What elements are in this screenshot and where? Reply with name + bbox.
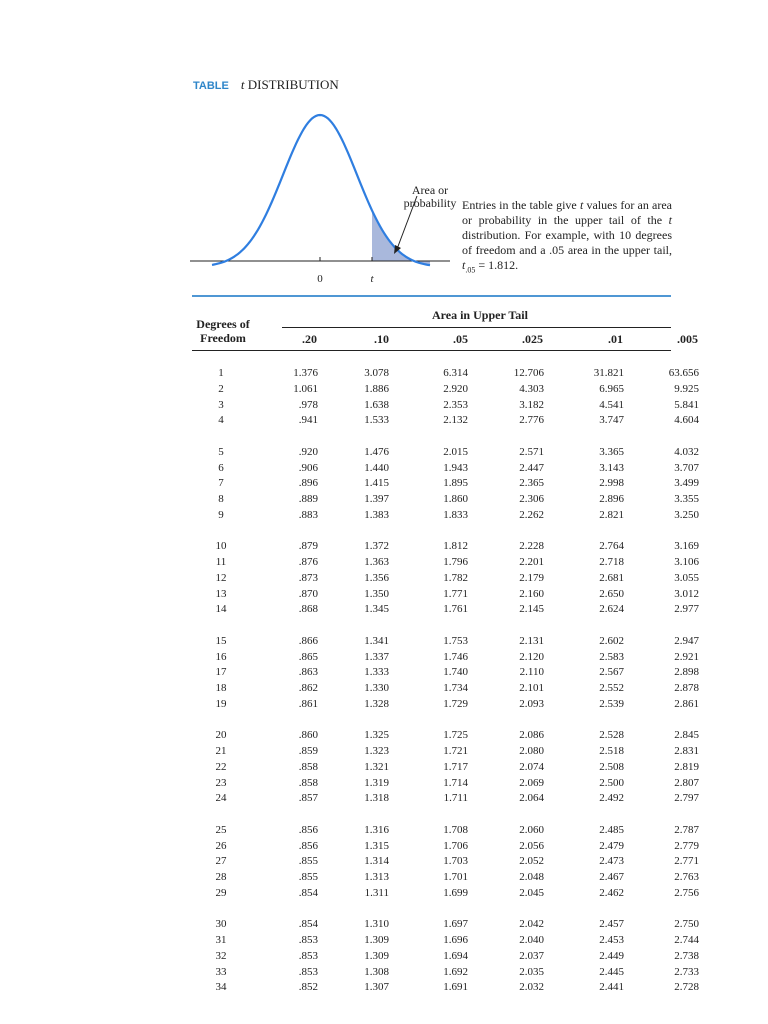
t-value-cell: 2.518 (599, 745, 624, 757)
t-value-cell: 1.701 (443, 871, 468, 884)
area-or-probability-label: Area or probability (403, 183, 457, 210)
t-value-cell: 3.355 (674, 493, 699, 506)
table-row (0, 540, 768, 555)
degrees-of-freedom-cell: 25 (215, 823, 227, 836)
t-value-cell: 2.056 (519, 839, 544, 852)
t-value-cell: 2.744 (674, 934, 699, 946)
degrees-of-freedom-cell: 6 (218, 461, 224, 474)
t-value-cell: 2.977 (674, 603, 699, 616)
t-value-cell: 4.604 (674, 414, 699, 427)
degrees-of-freedom-cell: 11 (215, 556, 227, 568)
t-label: t (370, 273, 374, 285)
t-value-cell: 1.330 (364, 682, 389, 695)
header-underline (282, 327, 671, 328)
heading-tag: TABLE (193, 80, 229, 92)
table-row (0, 966, 768, 981)
t-value-cell: 1.943 (443, 461, 468, 474)
table-row (0, 761, 768, 776)
t-value-cell: 2.453 (599, 934, 624, 946)
t-value-cell: 6.314 (443, 367, 468, 379)
table-row (0, 824, 768, 839)
t-value-cell: 1.895 (443, 477, 468, 490)
table-row (0, 414, 768, 429)
t-value-cell: 1.350 (364, 587, 389, 600)
t-value-cell: .978 (298, 398, 318, 411)
t-value-cell: 2.571 (519, 445, 544, 458)
t-value-cell: 1.886 (364, 382, 389, 395)
t-value-cell: 1.708 (443, 823, 468, 836)
t-value-cell: 1.333 (364, 666, 389, 679)
table-header (192, 305, 698, 355)
t-value-cell: 3.747 (599, 414, 624, 427)
t-value-cell: 1.746 (443, 650, 468, 663)
t-value-cell: 1.397 (364, 493, 389, 506)
t-value-cell: 2.797 (674, 792, 699, 805)
t-value-cell: 2.819 (674, 760, 699, 773)
t-value-cell: 9.925 (674, 382, 699, 395)
t-value-cell: .920 (298, 445, 318, 458)
t-value-cell: .852 (298, 981, 318, 994)
degrees-of-freedom-cell: 12 (215, 571, 227, 584)
t-value-cell: 2.048 (519, 871, 544, 884)
degrees-of-freedom-cell: 27 (215, 855, 227, 868)
table-row (0, 792, 768, 807)
t-value-cell: 1.771 (443, 587, 468, 600)
t-value-cell: 1.372 (364, 540, 389, 553)
table-row (0, 635, 768, 650)
t-value-cell: 1.345 (364, 603, 389, 616)
t-value-cell: 31.821 (593, 367, 624, 379)
degrees-of-freedom-cell: 10 (215, 540, 227, 553)
t-value-cell: 1.328 (364, 697, 389, 710)
t-value-cell: .855 (298, 855, 318, 868)
t-value-cell: 1.533 (364, 414, 389, 427)
t-value-cell: 2.920 (443, 382, 468, 395)
degrees-of-freedom-cell: 13 (215, 587, 227, 600)
t-value-cell: 2.262 (519, 508, 544, 521)
t-value-cell: 12.706 (513, 367, 544, 379)
degrees-of-freedom-cell: 32 (215, 949, 227, 962)
table-row (0, 777, 768, 792)
t-value-cell: 2.110 (519, 666, 544, 679)
t-value-cell: 2.650 (599, 587, 624, 600)
t-value-cell: 2.681 (599, 571, 624, 584)
t-value-cell: 2.485 (599, 823, 624, 836)
t-value-cell: .860 (298, 729, 318, 742)
degrees-of-freedom-cell: 1 (218, 367, 224, 379)
t-value-cell: 2.861 (674, 697, 699, 710)
table-row (0, 399, 768, 414)
t-value-cell: 2.733 (674, 965, 699, 978)
t-value-cell: 2.040 (519, 934, 544, 946)
table-row (0, 918, 768, 933)
t-value-cell: 4.303 (519, 382, 544, 395)
table-row (0, 383, 768, 398)
table-top-rule (192, 295, 671, 297)
t-value-cell: 2.101 (519, 682, 544, 695)
t-value-cell: 3.499 (674, 477, 699, 490)
t-value-cell: 4.541 (599, 398, 624, 411)
heading-italic-t: t (240, 77, 245, 92)
degrees-of-freedom-cell: 18 (215, 682, 227, 695)
t-value-cell: 2.898 (674, 666, 699, 679)
t-value-cell: 2.064 (519, 792, 544, 805)
t-value-cell: 1.782 (443, 571, 468, 584)
degrees-of-freedom-cell: 31 (215, 934, 227, 946)
t-value-cell: 1.308 (364, 965, 389, 978)
t-value-cell: 2.160 (519, 587, 544, 600)
degrees-of-freedom-cell: 14 (215, 603, 227, 616)
t-value-cell: .876 (298, 556, 318, 568)
heading-title: DISTRIBUTION (244, 77, 339, 92)
t-value-cell: 1.721 (443, 745, 468, 757)
t-value-cell: 2.228 (519, 540, 544, 553)
t-value-cell: 1.725 (443, 729, 468, 742)
t-value-cell: 2.500 (599, 776, 624, 789)
t-value-cell: 2.032 (519, 981, 544, 994)
t-value-cell: 1.316 (364, 823, 389, 836)
t-value-cell: 2.787 (674, 823, 699, 836)
t-value-cell: .858 (298, 760, 318, 773)
t-value-cell: 2.365 (519, 477, 544, 490)
t-value-cell: 2.145 (519, 603, 544, 616)
t-value-cell: 2.807 (674, 776, 699, 789)
t-value-cell: 3.012 (674, 587, 699, 600)
table-row (0, 666, 768, 681)
t-value-cell: 1.061 (293, 382, 318, 395)
t-value-cell: 2.042 (519, 918, 544, 931)
t-value-cell: 2.738 (674, 949, 699, 962)
t-value-cell: .857 (298, 792, 318, 805)
t-value-cell: .883 (298, 508, 318, 521)
t-value-cell: 1.699 (443, 886, 468, 899)
degrees-of-freedom-cell: 8 (218, 493, 224, 506)
explanation-text: Entries in the table give t values for an area or probability in the upper tail of the t distribution. For example, with 10 degrees of freedom and a .05 area in the upper tail, $t_{.05} = 1.812$. (462, 198, 673, 275)
t-value-cell: 1.314 (364, 855, 389, 868)
t-value-cell: .863 (298, 666, 318, 679)
t-value-cell: 2.201 (519, 556, 544, 568)
t-value-cell: 63.656 (668, 367, 699, 379)
t-value-cell: 1.703 (443, 855, 468, 868)
t-value-cell: .854 (298, 918, 318, 931)
t-value-cell: 1.734 (443, 682, 468, 695)
column-header: .025 (522, 332, 543, 346)
table-row (0, 682, 768, 697)
t-value-cell: 1.356 (364, 571, 389, 584)
t-value-cell: 2.771 (674, 855, 699, 868)
t-value-cell: .856 (298, 839, 318, 852)
t-value-cell: 1.860 (443, 493, 468, 506)
t-value-cell: .856 (298, 823, 318, 836)
t-value-cell: 1.638 (364, 398, 389, 411)
t-value-cell: 2.624 (599, 603, 624, 616)
t-value-cell: .941 (298, 414, 318, 427)
t-value-cell: .853 (298, 934, 318, 946)
t-value-cell: 2.449 (599, 949, 624, 962)
t-value-cell: 5.841 (674, 398, 699, 411)
t-value-cell: 2.479 (599, 839, 624, 852)
degrees-of-freedom-cell: 34 (215, 981, 227, 994)
t-value-cell: 2.445 (599, 965, 624, 978)
t-value-cell: 4.032 (674, 445, 699, 458)
t-value-cell: 2.602 (599, 634, 624, 647)
t-value-cell: 3.707 (674, 461, 699, 474)
degrees-of-freedom-cell: 7 (218, 477, 224, 490)
t-value-cell: 1.323 (364, 745, 389, 757)
zero-label: 0 (317, 273, 323, 285)
column-header: .20 (302, 332, 317, 346)
t-value-cell: 2.179 (519, 571, 544, 584)
t-value-cell: 2.728 (674, 981, 699, 994)
t-value-cell: .861 (298, 697, 318, 710)
degrees-of-freedom-cell: 19 (215, 697, 227, 710)
header-bottom-rule (192, 350, 671, 351)
degrees-of-freedom-cell: 29 (215, 886, 227, 899)
column-header: .10 (374, 332, 389, 346)
degrees-of-freedom-cell: 28 (215, 871, 227, 884)
t-value-cell: 1.696 (443, 934, 468, 946)
t-value-cell: 2.306 (519, 493, 544, 506)
t-value-cell: 1.761 (443, 603, 468, 616)
t-value-cell: 2.763 (674, 871, 699, 884)
table-row (0, 509, 768, 524)
table-row (0, 446, 768, 461)
degrees-of-freedom-cell: 23 (215, 776, 227, 789)
t-value-cell: 2.831 (674, 745, 699, 757)
t-value-cell: 1.318 (364, 792, 389, 805)
degrees-of-freedom-cell: 2 (218, 382, 224, 395)
t-value-cell: 1.717 (443, 760, 468, 773)
table-row (0, 840, 768, 855)
degrees-of-freedom-cell: 30 (215, 918, 227, 931)
degrees-of-freedom-header: Degrees of Freedom (196, 317, 250, 345)
t-value-cell: 3.365 (599, 445, 624, 458)
t-value-cell: 2.015 (443, 445, 468, 458)
table-row (0, 477, 768, 492)
t-value-cell: .858 (298, 776, 318, 789)
table-row (0, 588, 768, 603)
t-value-cell: 1.341 (364, 634, 389, 647)
degrees-of-freedom-cell: 16 (215, 650, 227, 663)
t-value-cell: 2.539 (599, 697, 624, 710)
table-row (0, 887, 768, 902)
table-row (0, 651, 768, 666)
t-value-cell: 1.319 (364, 776, 389, 789)
table-row (0, 572, 768, 587)
t-value-cell: 1.694 (443, 949, 468, 962)
degrees-of-freedom-cell: 26 (215, 839, 227, 852)
t-value-cell: 2.718 (599, 556, 624, 568)
t-value-cell: 2.528 (599, 729, 624, 742)
t-value-cell: 2.060 (519, 823, 544, 836)
t-value-cell: .896 (298, 477, 318, 490)
t-value-cell: 2.447 (519, 461, 544, 474)
degrees-of-freedom-cell: 24 (215, 792, 227, 805)
t-value-cell: 1.476 (364, 445, 389, 458)
degrees-of-freedom-cell: 3 (218, 398, 224, 411)
t-value-cell: 1.315 (364, 839, 389, 852)
column-header: .01 (608, 332, 623, 346)
table-row (0, 950, 768, 965)
t-value-cell: .859 (298, 745, 318, 757)
t-value-cell: 6.965 (599, 382, 624, 395)
t-value-cell: 1.415 (364, 477, 389, 490)
t-value-cell: 2.878 (674, 682, 699, 695)
t-value-cell: 2.462 (599, 886, 624, 899)
table-row (0, 698, 768, 713)
degrees-of-freedom-cell: 4 (218, 414, 224, 427)
t-value-cell: 3.078 (364, 367, 389, 379)
t-value-cell: .862 (298, 682, 318, 695)
t-value-cell: 1.310 (364, 918, 389, 931)
t-value-cell: 1.309 (364, 934, 389, 946)
t-value-cell: 2.492 (599, 792, 624, 805)
t-value-cell: 1.711 (443, 792, 468, 805)
t-value-cell: 3.055 (674, 571, 699, 584)
t-value-cell: 3.106 (674, 556, 699, 568)
t-value-cell: .873 (298, 571, 318, 584)
t-value-cell: 2.821 (599, 508, 624, 521)
t-value-cell: 1.325 (364, 729, 389, 742)
t-value-cell: 1.697 (443, 918, 468, 931)
t-value-cell: 1.812 (443, 540, 468, 553)
t-value-cell: 2.779 (674, 839, 699, 852)
t-value-cell: .906 (298, 461, 318, 474)
t-value-cell: .855 (298, 871, 318, 884)
column-header: .005 (677, 332, 698, 346)
table-row (0, 729, 768, 744)
table-row (0, 871, 768, 886)
t-value-cell: 3.143 (599, 461, 624, 474)
t-value-cell: 1.692 (443, 965, 468, 978)
t-value-cell: 1.311 (364, 886, 389, 899)
t-value-cell: .865 (298, 650, 318, 663)
t-value-cell: 2.567 (599, 666, 624, 679)
area-in-upper-tail-header: Area in Upper Tail (432, 308, 528, 322)
table-row (0, 556, 768, 571)
t-value-cell: 1.363 (364, 556, 389, 568)
t-value-cell: 2.093 (519, 697, 544, 710)
table-row (0, 745, 768, 760)
t-value-cell: 1.309 (364, 949, 389, 962)
t-value-cell: 3.169 (674, 540, 699, 553)
t-value-cell: 2.132 (443, 414, 468, 427)
t-value-cell: .868 (298, 603, 318, 616)
t-value-cell: 1.706 (443, 839, 468, 852)
t-value-cell: .879 (298, 540, 318, 553)
t-value-cell: 2.131 (519, 634, 544, 647)
t-value-cell: 1.796 (443, 556, 468, 568)
t-value-cell: 1.321 (364, 760, 389, 773)
t-value-cell: .853 (298, 949, 318, 962)
t-value-cell: 2.508 (599, 760, 624, 773)
table-row (0, 462, 768, 477)
density-curve (212, 115, 430, 265)
t-value-cell: 2.069 (519, 776, 544, 789)
t-value-cell: 2.552 (599, 682, 624, 695)
t-value-cell: 2.457 (599, 918, 624, 931)
t-value-cell: 2.998 (599, 477, 624, 490)
table-heading (193, 77, 339, 93)
t-value-cell: 3.182 (519, 398, 544, 411)
t-value-cell: 1.376 (293, 367, 318, 379)
degrees-of-freedom-cell: 33 (215, 965, 227, 978)
t-value-cell: 1.729 (443, 697, 468, 710)
table-row (0, 981, 768, 996)
t-value-cell: 2.074 (519, 760, 544, 773)
t-value-cell: 1.307 (364, 981, 389, 994)
t-value-cell: .853 (298, 965, 318, 978)
t-value-cell: 2.750 (674, 918, 699, 931)
column-header: .05 (453, 332, 468, 346)
degrees-of-freedom-cell: 15 (215, 634, 227, 647)
t-value-cell: 2.845 (674, 729, 699, 742)
degrees-of-freedom-cell: 5 (218, 445, 224, 458)
t-value-cell: 2.467 (599, 871, 624, 884)
t-value-cell: 2.052 (519, 855, 544, 868)
t-value-cell: 2.045 (519, 886, 544, 899)
degrees-of-freedom-cell: 9 (218, 508, 224, 521)
t-value-cell: 3.250 (674, 508, 699, 521)
t-value-cell: 2.353 (443, 398, 468, 411)
table-row (0, 934, 768, 949)
t-value-cell: 2.921 (674, 650, 699, 663)
t-value-cell: .854 (298, 886, 318, 899)
degrees-of-freedom-cell: 21 (215, 745, 227, 757)
t-value-cell: 2.120 (519, 650, 544, 663)
t-value-cell: 1.833 (443, 508, 468, 521)
t-value-cell: 2.756 (674, 886, 699, 899)
degrees-of-freedom-cell: 17 (215, 666, 227, 679)
t-value-cell: 2.037 (519, 949, 544, 962)
t-value-cell: 2.035 (519, 965, 544, 978)
t-value-cell: 2.080 (519, 745, 544, 757)
t-value-cell: 1.440 (364, 461, 389, 474)
t-value-cell: 2.583 (599, 650, 624, 663)
t-value-cell: 2.086 (519, 729, 544, 742)
t-value-cell: 1.753 (443, 634, 468, 647)
t-value-cell: .889 (298, 493, 318, 506)
t-value-cell: 2.473 (599, 855, 624, 868)
degrees-of-freedom-cell: 22 (215, 760, 227, 773)
t-value-cell: 2.947 (674, 634, 699, 647)
t-value-cell: 2.764 (599, 540, 624, 553)
t-value-cell: 1.691 (443, 981, 468, 994)
t-value-cell: .870 (298, 587, 318, 600)
t-value-cell: 1.337 (364, 650, 389, 663)
degrees-of-freedom-cell: 20 (215, 729, 227, 742)
table-row (0, 367, 768, 382)
t-value-cell: 1.740 (443, 666, 468, 679)
t-value-cell: 2.776 (519, 414, 544, 427)
t-value-cell: .866 (298, 634, 318, 647)
table-row (0, 855, 768, 870)
t-value-cell: 1.714 (443, 776, 468, 789)
t-value-cell: 2.441 (599, 981, 624, 994)
table-row (0, 603, 768, 618)
t-value-cell: 2.896 (599, 493, 624, 506)
table-row (0, 493, 768, 508)
t-value-cell: 1.313 (364, 871, 389, 884)
t-value-cell: 1.383 (364, 508, 389, 521)
